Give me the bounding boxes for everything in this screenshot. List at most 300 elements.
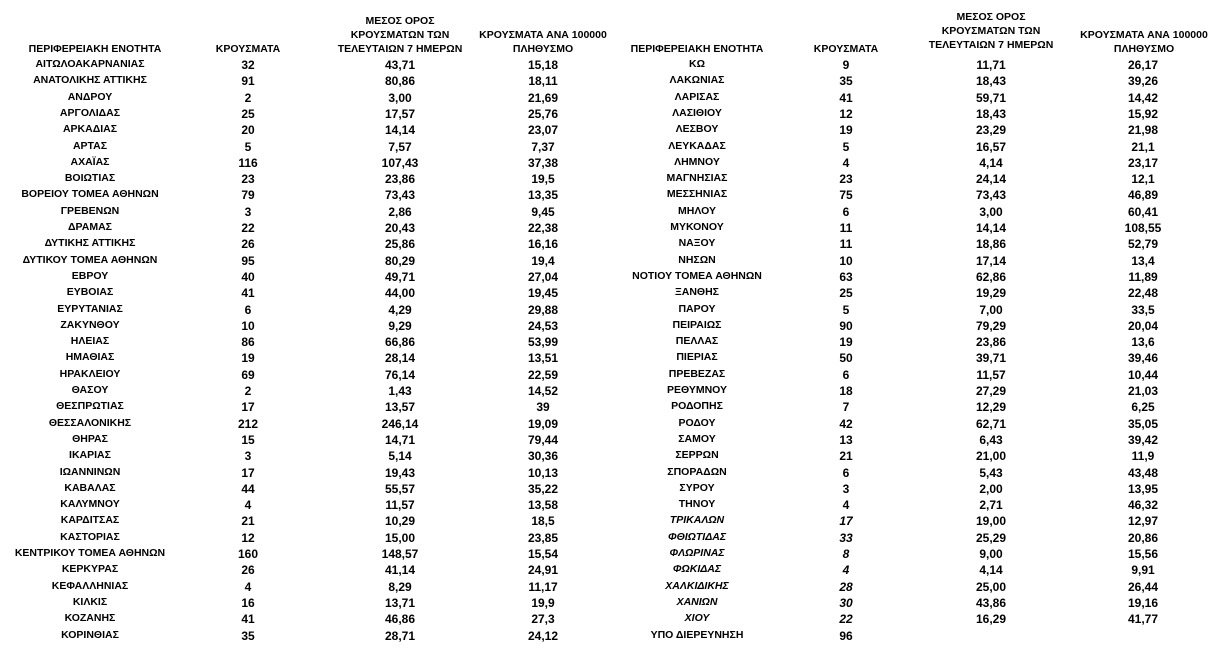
right-cell-avg: 4,14: [979, 563, 1003, 578]
right-cell-per: 20,04: [1127, 318, 1159, 333]
left-cell-cases: 116: [238, 155, 258, 170]
left-cell-avg: 7,57: [388, 139, 412, 154]
right-cell-cases: 3: [842, 481, 850, 496]
right-cell-avg: 14,14: [975, 221, 1007, 235]
left-cell-name: ΚΑΒΑΛΑΣ: [64, 481, 116, 494]
right-cell-per: 33,5: [1131, 302, 1155, 317]
right-cell-per: 11,9: [1131, 449, 1155, 464]
left-cell-cases: 16: [241, 595, 255, 610]
left-cell-per: 19,9: [531, 595, 555, 610]
left-cell-per: 24,53: [527, 318, 559, 333]
left-cell-name: ΒΟΡΕΙΟΥ ΤΟΜΕΑ ΑΘΗΝΩΝ: [21, 188, 159, 201]
left-cell-avg: 73,43: [384, 188, 416, 203]
left-cell-per: 19,5: [531, 172, 555, 187]
left-cell-cases: 4: [244, 579, 252, 594]
right-cell-cases: 13: [839, 432, 853, 447]
right-cell-name: ΧΙΟΥ: [684, 612, 710, 625]
left-cell-avg: 17,57: [384, 106, 416, 121]
right-cell-avg: 62,86: [975, 269, 1007, 284]
left-cell-name: ΑΧΑΪΑΣ: [70, 155, 110, 168]
right-cell-per: 46,32: [1127, 498, 1159, 513]
left-cell-cases: 86: [241, 335, 255, 350]
right-cell-avg: 18,43: [975, 74, 1007, 89]
right-cell-cases: 22: [839, 612, 853, 627]
right-cell-per: 10,44: [1127, 367, 1159, 382]
left-header-per100k-line1: ΚΡΟΥΣΜΑΤΑ ΑΝΑ 100000: [479, 29, 607, 41]
left-cell-name: ΘΗΡΑΣ: [72, 432, 108, 445]
left-cell-name: ΚΑΡΔΙΤΣΑΣ: [60, 514, 120, 527]
left-cell-cases: 41: [241, 286, 255, 301]
left-cell-cases: 5: [244, 139, 252, 154]
left-cell-name: ΚΕΝΤΡΙΚΟΥ ΤΟΜΕΑ ΑΘΗΝΩΝ: [14, 547, 166, 559]
right-cell-per: 14,42: [1127, 90, 1159, 105]
left-cell-name: ΑΡΓΟΛΙΔΑΣ: [59, 106, 121, 119]
right-cell-name: ΜΑΓΝΗΣΙΑΣ: [666, 172, 728, 185]
left-cell-name: ΑΝΑΤΟΛΙΚΗΣ ΑΤΤΙΚΗΣ: [33, 74, 147, 87]
left-cell-name: ΕΥΡΥΤΑΝΙΑΣ: [57, 302, 123, 315]
right-cell-cases: 12: [839, 106, 853, 121]
left-header-cases: ΚΡΟΥΣΜΑΤΑ: [215, 43, 281, 55]
right-cell-name: ΠΕΛΛΑΣ: [675, 335, 719, 348]
left-header-region: ΠΕΡΙΦΕΡΕΙΑΚΗ ΕΝΟΤΗΤΑ: [28, 43, 162, 55]
left-cell-cases: 6: [244, 302, 252, 317]
right-cell-per: 21,1: [1131, 139, 1155, 154]
right-cell-per: 13,4: [1131, 253, 1155, 268]
left-cell-name: ΒΟΙΩΤΙΑΣ: [64, 172, 116, 185]
left-cell-cases: 17: [241, 400, 255, 415]
left-cell-cases: 21: [241, 514, 255, 529]
right-cell-name: ΥΠΟ ΔΙΕΡΕΥΝΗΣΗ: [650, 628, 744, 641]
right-cell-cases: 6: [842, 465, 850, 480]
left-cell-per: 23,85: [527, 530, 559, 545]
right-cell-cases: 8: [842, 547, 850, 561]
right-header-per100k-line2: ΠΛΗΘΥΣΜΟ: [1113, 43, 1175, 55]
right-cell-cases: 50: [839, 351, 853, 366]
left-cell-per: 13,51: [527, 351, 559, 366]
left-cell-name: ΗΡΑΚΛΕΙΟΥ: [59, 367, 121, 380]
right-cell-per: 26,44: [1127, 579, 1159, 594]
left-cell-per: 19,09: [527, 416, 559, 431]
left-cell-name: ΚΕΡΚΥΡΑΣ: [61, 563, 119, 576]
left-cell-per: 22,59: [527, 367, 559, 382]
right-cell-name: ΣΥΡΟΥ: [679, 481, 715, 494]
right-cell-name: ΝΗΣΩΝ: [678, 253, 716, 266]
right-cell-name: ΤΗΝΟΥ: [678, 498, 716, 511]
right-cell-per: 15,92: [1127, 106, 1159, 121]
right-cell-per: 12,97: [1127, 514, 1159, 529]
right-cell-name: ΞΑΝΘΗΣ: [675, 286, 719, 299]
right-cell-name: ΛΕΥΚΑΔΑΣ: [668, 139, 726, 152]
right-cell-per: 43,48: [1127, 465, 1159, 480]
left-cell-cases: 69: [241, 367, 255, 382]
left-cell-name: ΚΙΛΚΙΣ: [72, 595, 108, 608]
right-cell-per: 39,46: [1127, 351, 1159, 366]
right-header-avg7-line1: ΜΕΣΟΣ ΟΡΟΣ: [956, 11, 1026, 23]
right-cell-per: 35,05: [1127, 416, 1159, 431]
right-cell-name: ΣΠΟΡΑΔΩΝ: [667, 465, 727, 478]
left-cell-avg: 2,86: [388, 204, 412, 219]
right-cell-avg: 59,71: [975, 90, 1007, 105]
left-cell-cases: 22: [241, 221, 255, 235]
left-cell-per: 15,54: [527, 547, 559, 561]
right-cell-per: 20,86: [1127, 530, 1159, 545]
right-cell-cases: 11: [839, 237, 853, 252]
right-cell-avg: 19,29: [975, 286, 1007, 301]
left-cell-name: ΑΙΤΩΛΟΑΚΑΡΝΑΝΙΑΣ: [35, 58, 145, 70]
left-cell-avg: 5,14: [388, 449, 412, 464]
left-cell-name: ΙΚΑΡΙΑΣ: [69, 449, 111, 462]
right-cell-per: 13,6: [1131, 335, 1155, 350]
left-cell-per: 24,91: [527, 563, 559, 578]
left-cell-avg: 107,43: [381, 155, 419, 170]
left-cell-per: 7,37: [531, 139, 555, 154]
left-cell-avg: 25,86: [384, 237, 416, 252]
left-cell-name: ΘΑΣΟΥ: [71, 384, 109, 396]
right-cell-cases: 9: [842, 58, 850, 72]
left-cell-per: 35,22: [527, 481, 559, 496]
right-cell-cases: 33: [839, 530, 853, 545]
right-cell-avg: 62,71: [975, 416, 1007, 431]
right-header-region: ΠΕΡΙΦΕΡΕΙΑΚΗ ΕΝΟΤΗΤΑ: [630, 43, 764, 55]
left-cell-name: ΔΥΤΙΚΗΣ ΑΤΤΙΚΗΣ: [44, 237, 136, 250]
left-cell-cases: 3: [244, 204, 252, 219]
left-cell-name: ΖΑΚΥΝΘΟΥ: [60, 318, 120, 331]
right-cell-avg: 6,43: [979, 432, 1003, 447]
right-cell-cases: 75: [839, 188, 853, 203]
left-cell-cases: 26: [241, 563, 255, 578]
right-cell-cases: 90: [839, 318, 853, 333]
left-cell-cases: 35: [241, 628, 255, 643]
right-cell-name: ΡΟΔΟΠΗΣ: [671, 400, 723, 413]
left-cell-cases: 2: [244, 384, 252, 398]
left-cell-avg: 246,14: [381, 416, 419, 431]
right-cell-cases: 4: [842, 155, 850, 170]
left-cell-cases: 91: [241, 74, 255, 89]
left-cell-name: ΕΥΒΟΙΑΣ: [66, 286, 114, 299]
right-cell-cases: 5: [842, 139, 850, 154]
left-cell-avg: 3,00: [388, 90, 412, 105]
right-cell-cases: 28: [839, 579, 853, 594]
right-cell-cases: 30: [839, 595, 853, 610]
right-cell-per: 23,17: [1127, 155, 1159, 170]
right-cell-name: ΧΑΛΚΙΔΙΚΗΣ: [665, 579, 729, 592]
left-cell-per: 24,12: [527, 628, 559, 643]
left-cell-name: ΘΕΣΣΑΛΟΝΙΚΗΣ: [48, 416, 132, 429]
left-cell-per: 30,36: [527, 449, 559, 464]
left-cell-name: ΚΟΡΙΝΘΙΑΣ: [61, 628, 119, 641]
left-header-avg7-line1: ΜΕΣΟΣ ΟΡΟΣ: [365, 15, 435, 27]
left-cell-avg: 23,86: [384, 172, 416, 187]
right-header-per100k: [1066, 28, 1222, 56]
left-cell-per: 19,45: [527, 286, 559, 301]
right-cell-avg: 73,43: [975, 188, 1007, 203]
right-cell-avg: 79,29: [975, 318, 1007, 333]
left-cell-per: 39: [536, 400, 550, 415]
right-cell-name: ΡΕΘΥΜΝΟΥ: [666, 384, 728, 396]
left-cell-per: 9,45: [531, 204, 555, 219]
left-cell-per: 11,17: [528, 579, 558, 594]
left-cell-avg: 13,57: [384, 400, 416, 415]
right-cell-name: ΣΑΜΟΥ: [678, 432, 716, 445]
left-cell-cases: 41: [241, 612, 255, 627]
left-cell-avg: 44,00: [384, 286, 416, 301]
right-header-per100k-line1: ΚΡΟΥΣΜΑΤΑ ΑΝΑ 100000: [1080, 29, 1208, 41]
right-cell-per: 26,17: [1127, 58, 1159, 72]
left-cell-cases: 10: [241, 318, 255, 333]
left-cell-cases: 160: [237, 547, 259, 561]
right-cell-avg: 5,43: [979, 465, 1003, 480]
left-cell-name: ΚΟΖΑΝΗΣ: [64, 612, 116, 625]
left-cell-name: ΚΕΦΑΛΛΗΝΙΑΣ: [51, 579, 129, 592]
right-cell-name: ΛΗΜΝΟΥ: [674, 155, 720, 168]
left-cell-per: 19,4: [531, 253, 555, 268]
right-cell-name: ΜΥΚΟΝΟΥ: [670, 221, 724, 233]
left-cell-cases: 40: [241, 269, 255, 284]
right-cell-avg: 4,14: [979, 155, 1003, 170]
right-cell-per: 46,89: [1127, 188, 1159, 203]
right-cell-per: 108,55: [1124, 221, 1162, 235]
right-cell-cases: 96: [839, 628, 853, 643]
left-cell-avg: 49,71: [384, 269, 416, 284]
right-cell-cases: 18: [839, 384, 853, 398]
left-cell-avg: 1,43: [388, 384, 412, 398]
right-cell-avg: 25,00: [975, 579, 1007, 594]
right-cell-name: ΦΘΙΩΤΙΔΑΣ: [667, 530, 727, 543]
right-cell-avg: 3,00: [979, 204, 1003, 219]
left-cell-per: 16,16: [527, 237, 559, 252]
right-header-avg7: [916, 10, 1066, 52]
left-header-avg7-line3: ΤΕΛΕΥΤΑΙΩΝ 7 ΗΜΕΡΩΝ: [337, 43, 463, 55]
right-cell-per: 9,91: [1131, 563, 1155, 578]
right-header-avg7-line3: ΤΕΛΕΥΤΑΙΩΝ 7 ΗΜΕΡΩΝ: [928, 39, 1054, 51]
right-cell-cases: 7: [842, 400, 850, 415]
left-cell-name: ΑΡΤΑΣ: [72, 139, 108, 152]
right-cell-avg: 24,14: [975, 172, 1007, 187]
left-cell-avg: 28,14: [384, 351, 416, 366]
left-header-per100k: [468, 28, 618, 56]
left-cell-cases: 32: [241, 58, 255, 72]
right-cell-name: ΠΙΕΡΙΑΣ: [676, 351, 718, 364]
left-cell-cases: 19: [241, 351, 255, 366]
left-cell-avg: 20,43: [384, 221, 416, 235]
left-cell-per: 18,5: [531, 514, 555, 529]
left-cell-per: 27,04: [527, 269, 559, 284]
left-cell-name: ΗΜΑΘΙΑΣ: [65, 351, 115, 364]
right-cell-avg: 2,71: [979, 498, 1003, 513]
left-cell-name: ΘΕΣΠΡΩΤΙΑΣ: [56, 400, 124, 413]
right-cell-cases: 6: [842, 367, 850, 382]
left-cell-cases: 12: [241, 530, 255, 545]
right-cell-avg: 18,86: [975, 237, 1007, 252]
right-cell-avg: 25,29: [975, 530, 1007, 545]
right-cell-avg: 12,29: [975, 400, 1007, 415]
left-cell-cases: 15: [241, 432, 255, 447]
right-cell-avg: 7,00: [979, 302, 1003, 317]
left-cell-name: ΗΛΕΙΑΣ: [70, 335, 110, 348]
right-cell-name: ΡΟΔΟΥ: [678, 416, 716, 429]
left-cell-cases: 95: [241, 253, 255, 268]
right-cell-cases: 4: [842, 498, 850, 513]
right-cell-avg: 21,00: [975, 449, 1007, 464]
right-cell-per: 52,79: [1127, 237, 1159, 252]
left-cell-per: 13,35: [527, 188, 559, 203]
right-cell-per: 39,26: [1127, 74, 1159, 89]
left-header-per100k-line2: ΠΛΗΘΥΣΜΟ: [512, 43, 574, 55]
right-cell-avg: 11,57: [976, 367, 1006, 382]
right-cell-name: ΝΑΞΟΥ: [678, 237, 716, 250]
left-cell-cases: 25: [241, 106, 255, 121]
right-cell-name: ΛΑΚΩΝΙΑΣ: [669, 74, 725, 87]
left-cell-per: 23,07: [527, 123, 559, 138]
left-cell-avg: 14,71: [384, 432, 416, 447]
right-cell-name: ΛΑΡΙΣΑΣ: [674, 90, 720, 103]
left-header-avg7-line2: ΚΡΟΥΣΜΑΤΩΝ ΤΩΝ: [350, 29, 450, 41]
right-cell-avg: 9,00: [979, 547, 1003, 561]
right-cell-cases: 17: [839, 514, 853, 529]
left-cell-name: ΚΑΣΤΟΡΙΑΣ: [60, 530, 120, 543]
left-cell-name: ΔΡΑΜΑΣ: [68, 221, 112, 233]
right-cell-name: ΦΛΩΡΙΝΑΣ: [669, 547, 725, 559]
left-cell-per: 79,44: [527, 432, 559, 447]
right-cell-name: ΝΟΤΙΟΥ ΤΟΜΕΑ ΑΘΗΝΩΝ: [632, 269, 762, 282]
left-cell-avg: 19,43: [384, 465, 416, 480]
right-cell-avg: 39,71: [975, 351, 1007, 366]
right-cell-avg: 16,29: [975, 612, 1007, 627]
right-cell-name: ΠΡΕΒΕΖΑΣ: [668, 367, 726, 380]
left-cell-cases: 26: [241, 237, 255, 252]
right-cell-cases: 4: [842, 563, 850, 578]
left-cell-avg: 11,57: [385, 498, 415, 513]
left-cell-avg: 41,14: [384, 563, 416, 578]
left-cell-avg: 43,71: [384, 58, 416, 72]
left-cell-avg: 14,14: [384, 123, 416, 138]
left-cell-avg: 66,86: [384, 335, 416, 350]
left-cell-per: 53,99: [527, 335, 559, 350]
left-cell-avg: 28,71: [384, 628, 416, 643]
right-cell-name: ΜΕΣΣΗΝΙΑΣ: [666, 188, 728, 201]
right-cell-name: ΛΕΣΒΟΥ: [675, 123, 719, 136]
right-cell-per: 19,16: [1127, 595, 1159, 610]
left-cell-per: 27,3: [531, 612, 555, 627]
left-cell-per: 10,13: [527, 465, 559, 480]
right-cell-cases: 41: [839, 90, 853, 105]
left-cell-avg: 9,29: [388, 318, 412, 333]
right-cell-avg: 23,86: [975, 335, 1007, 350]
left-cell-per: 21,69: [527, 90, 559, 105]
left-cell-name: ΚΑΛΥΜΝΟΥ: [60, 498, 120, 511]
left-cell-per: 25,76: [527, 106, 559, 121]
right-cell-per: 11,89: [1128, 269, 1158, 284]
left-cell-per: 15,18: [527, 58, 559, 72]
right-cell-avg: 2,00: [979, 481, 1003, 496]
left-cell-name: ΑΝΔΡΟΥ: [67, 90, 113, 103]
left-cell-avg: 55,57: [384, 481, 416, 496]
left-cell-avg: 148,57: [381, 547, 419, 561]
right-cell-avg: 23,29: [975, 123, 1007, 138]
right-cell-per: 41,77: [1127, 612, 1159, 627]
right-cell-cases: 21: [839, 449, 853, 464]
right-cell-per: 13,95: [1127, 481, 1159, 496]
right-cell-name: ΠΕΙΡΑΙΩΣ: [672, 318, 722, 331]
right-cell-name: ΛΑΣΙΘΙΟΥ: [672, 106, 722, 119]
left-cell-cases: 2: [244, 90, 252, 105]
right-cell-per: 15,56: [1127, 547, 1159, 561]
right-cell-name: ΣΕΡΡΩΝ: [675, 449, 719, 462]
left-cell-avg: 80,29: [384, 253, 416, 268]
right-cell-name: ΦΩΚΙΔΑΣ: [672, 563, 722, 576]
left-cell-per: 18,11: [528, 74, 558, 89]
left-cell-cases: 44: [241, 481, 255, 496]
left-cell-name: ΑΡΚΑΔΙΑΣ: [62, 123, 118, 136]
left-cell-per: 37,38: [527, 155, 559, 170]
left-cell-avg: 4,29: [388, 302, 412, 317]
left-cell-cases: 20: [241, 123, 255, 138]
left-cell-name: ΕΒΡΟΥ: [71, 269, 109, 282]
right-cell-per: 21,03: [1127, 384, 1159, 398]
left-cell-avg: 76,14: [384, 367, 416, 382]
right-cell-cases: 11: [839, 221, 853, 235]
right-cell-per: 60,41: [1127, 204, 1159, 219]
right-cell-per: 22,48: [1127, 286, 1159, 301]
left-cell-per: 22,38: [527, 221, 559, 235]
left-cell-avg: 46,86: [384, 612, 416, 627]
left-cell-name: ΙΩΑΝΝΙΝΩΝ: [59, 465, 121, 478]
right-cell-cases: 23: [839, 172, 853, 187]
left-cell-name: ΔΥΤΙΚΟΥ ΤΟΜΕΑ ΑΘΗΝΩΝ: [22, 253, 158, 266]
right-cell-avg: 17,14: [975, 253, 1007, 268]
right-cell-name: ΠΑΡΟΥ: [678, 302, 716, 315]
left-cell-per: 13,58: [527, 498, 559, 513]
right-cell-avg: 11,71: [976, 58, 1006, 72]
right-cell-per: 21,98: [1127, 123, 1159, 138]
right-cell-cases: 63: [839, 269, 853, 284]
left-cell-avg: 13,71: [384, 595, 416, 610]
right-cell-per: 6,25: [1131, 400, 1155, 415]
right-cell-cases: 35: [839, 74, 853, 89]
left-cell-cases: 79: [241, 188, 255, 203]
left-cell-per: 14,52: [527, 384, 559, 398]
right-cell-avg: 43,86: [975, 595, 1007, 610]
right-cell-cases: 42: [839, 416, 853, 431]
right-cell-cases: 19: [839, 335, 853, 350]
left-cell-avg: 8,29: [388, 579, 412, 594]
right-cell-name: ΚΩ: [688, 58, 705, 70]
right-cell-cases: 6: [842, 204, 850, 219]
right-cell-name: ΧΑΝΙΩΝ: [676, 595, 718, 608]
left-cell-name: ΓΡΕΒΕΝΩΝ: [60, 204, 120, 217]
left-cell-per: 29,88: [527, 302, 559, 317]
left-cell-avg: 10,29: [384, 514, 416, 529]
right-cell-cases: 19: [839, 123, 853, 138]
left-cell-cases: 23: [241, 172, 255, 187]
left-header-avg7: [330, 14, 470, 56]
right-cell-avg: 18,43: [975, 106, 1007, 121]
left-cell-avg: 15,00: [384, 530, 416, 545]
left-cell-cases: 4: [244, 498, 252, 513]
right-cell-name: ΤΡΙΚΑΛΩΝ: [669, 514, 725, 527]
right-cell-name: ΜΗΛΟΥ: [678, 204, 716, 217]
left-cell-avg: 80,86: [384, 74, 416, 89]
right-cell-cases: 25: [839, 286, 853, 301]
right-cell-avg: 19,00: [975, 514, 1007, 529]
left-cell-cases: 212: [237, 416, 259, 431]
left-cell-cases: 3: [244, 449, 252, 464]
right-cell-cases: 5: [842, 302, 850, 317]
right-cell-per: 12,1: [1131, 172, 1155, 187]
right-header-cases: ΚΡΟΥΣΜΑΤΑ: [813, 43, 879, 55]
left-cell-cases: 17: [241, 465, 255, 480]
right-header-avg7-line2: ΚΡΟΥΣΜΑΤΩΝ ΤΩΝ: [941, 25, 1041, 37]
